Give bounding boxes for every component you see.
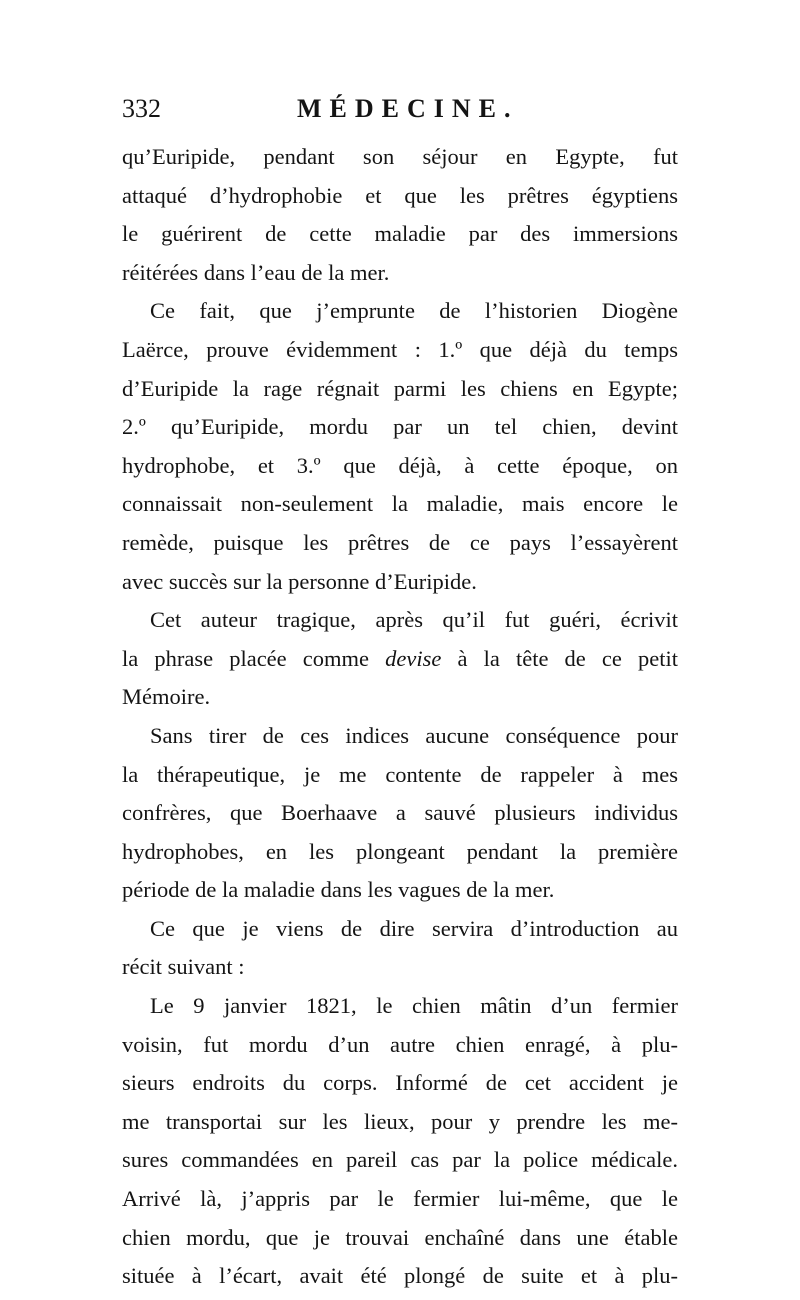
page-header	[122, 94, 692, 134]
text-line: 2.º qu’Euripide, mordu par un tel chien, devint	[122, 414, 678, 440]
text-line: chien mordu, que je trouvai enchaîné dans une étable	[122, 1224, 678, 1250]
text-line: Ce fait, que j’emprunte de l’historien Diogène	[150, 298, 678, 324]
text-line: Sans tirer de ces indices aucune conséquence pour	[150, 722, 678, 748]
text-line: sures commandées en pareil cas par la police médicale.	[122, 1147, 678, 1173]
text-line: période de la maladie dans les vagues de la mer.	[122, 877, 555, 903]
text-line: Le 9 janvier 1821, le chien mâtin d’un fermier	[150, 993, 678, 1019]
text-line: qu’Euripide, pendant son séjour en Egypte, fut	[122, 144, 678, 169]
text-line: hydrophobe, et 3.º que déjà, à cette époque, on	[122, 452, 678, 478]
text-line: connaissait non-seulement la maladie, mais encore le	[122, 491, 678, 517]
running-title: MÉDECINE.	[297, 94, 519, 123]
text-line: réitérées dans l’eau de la mer.	[122, 259, 390, 285]
text-line: la phrase placée comme devise à la tête de ce petit	[122, 645, 678, 671]
text-line: voisin, fut mordu d’un autre chien enragé, à plu-	[122, 1031, 678, 1057]
page-number: 332	[122, 94, 161, 123]
text-line: la thérapeutique, je me contente de rappeler à mes	[122, 761, 678, 787]
text-line: récit suivant :	[122, 954, 245, 980]
text-line: Cet auteur tragique, après qu’il fut guéri, écrivit	[150, 607, 678, 633]
text-line: Laërce, prouve évidemment : 1.º que déjà du temps	[122, 336, 678, 362]
text-line: confrères, que Boerhaave a sauvé plusieurs individus	[122, 800, 678, 826]
text-line: Ce que je viens de dire servira d’introduction au	[150, 915, 678, 941]
text-line: remède, puisque les prêtres de ce pays l’essayèrent	[122, 529, 678, 555]
text-line: hydrophobes, en les plongeant pendant la première	[122, 838, 678, 864]
italic-word: devise	[385, 645, 442, 671]
text-line: Arrivé là, j’appris par le fermier lui-même, que le	[122, 1186, 678, 1212]
text-line: Mémoire.	[122, 684, 211, 710]
body-text	[122, 138, 678, 1296]
text-line: le guérirent de cette maladie par des immersions	[122, 221, 678, 247]
text-line: attaqué d’hydrophobie et que les prêtres égyptiens	[122, 182, 678, 208]
text-line: me transportai sur les lieux, pour y prendre les me-	[122, 1108, 678, 1134]
text-line: située à l’écart, avait été plongé de suite et à plu-	[122, 1263, 678, 1289]
text-line: d’Euripide la rage régnait parmi les chiens en Egypte;	[122, 375, 678, 401]
text-line: sieurs endroits du corps. Informé de cet accident je	[122, 1070, 678, 1096]
text-line: avec succès sur la personne d’Euripide.	[122, 568, 477, 594]
